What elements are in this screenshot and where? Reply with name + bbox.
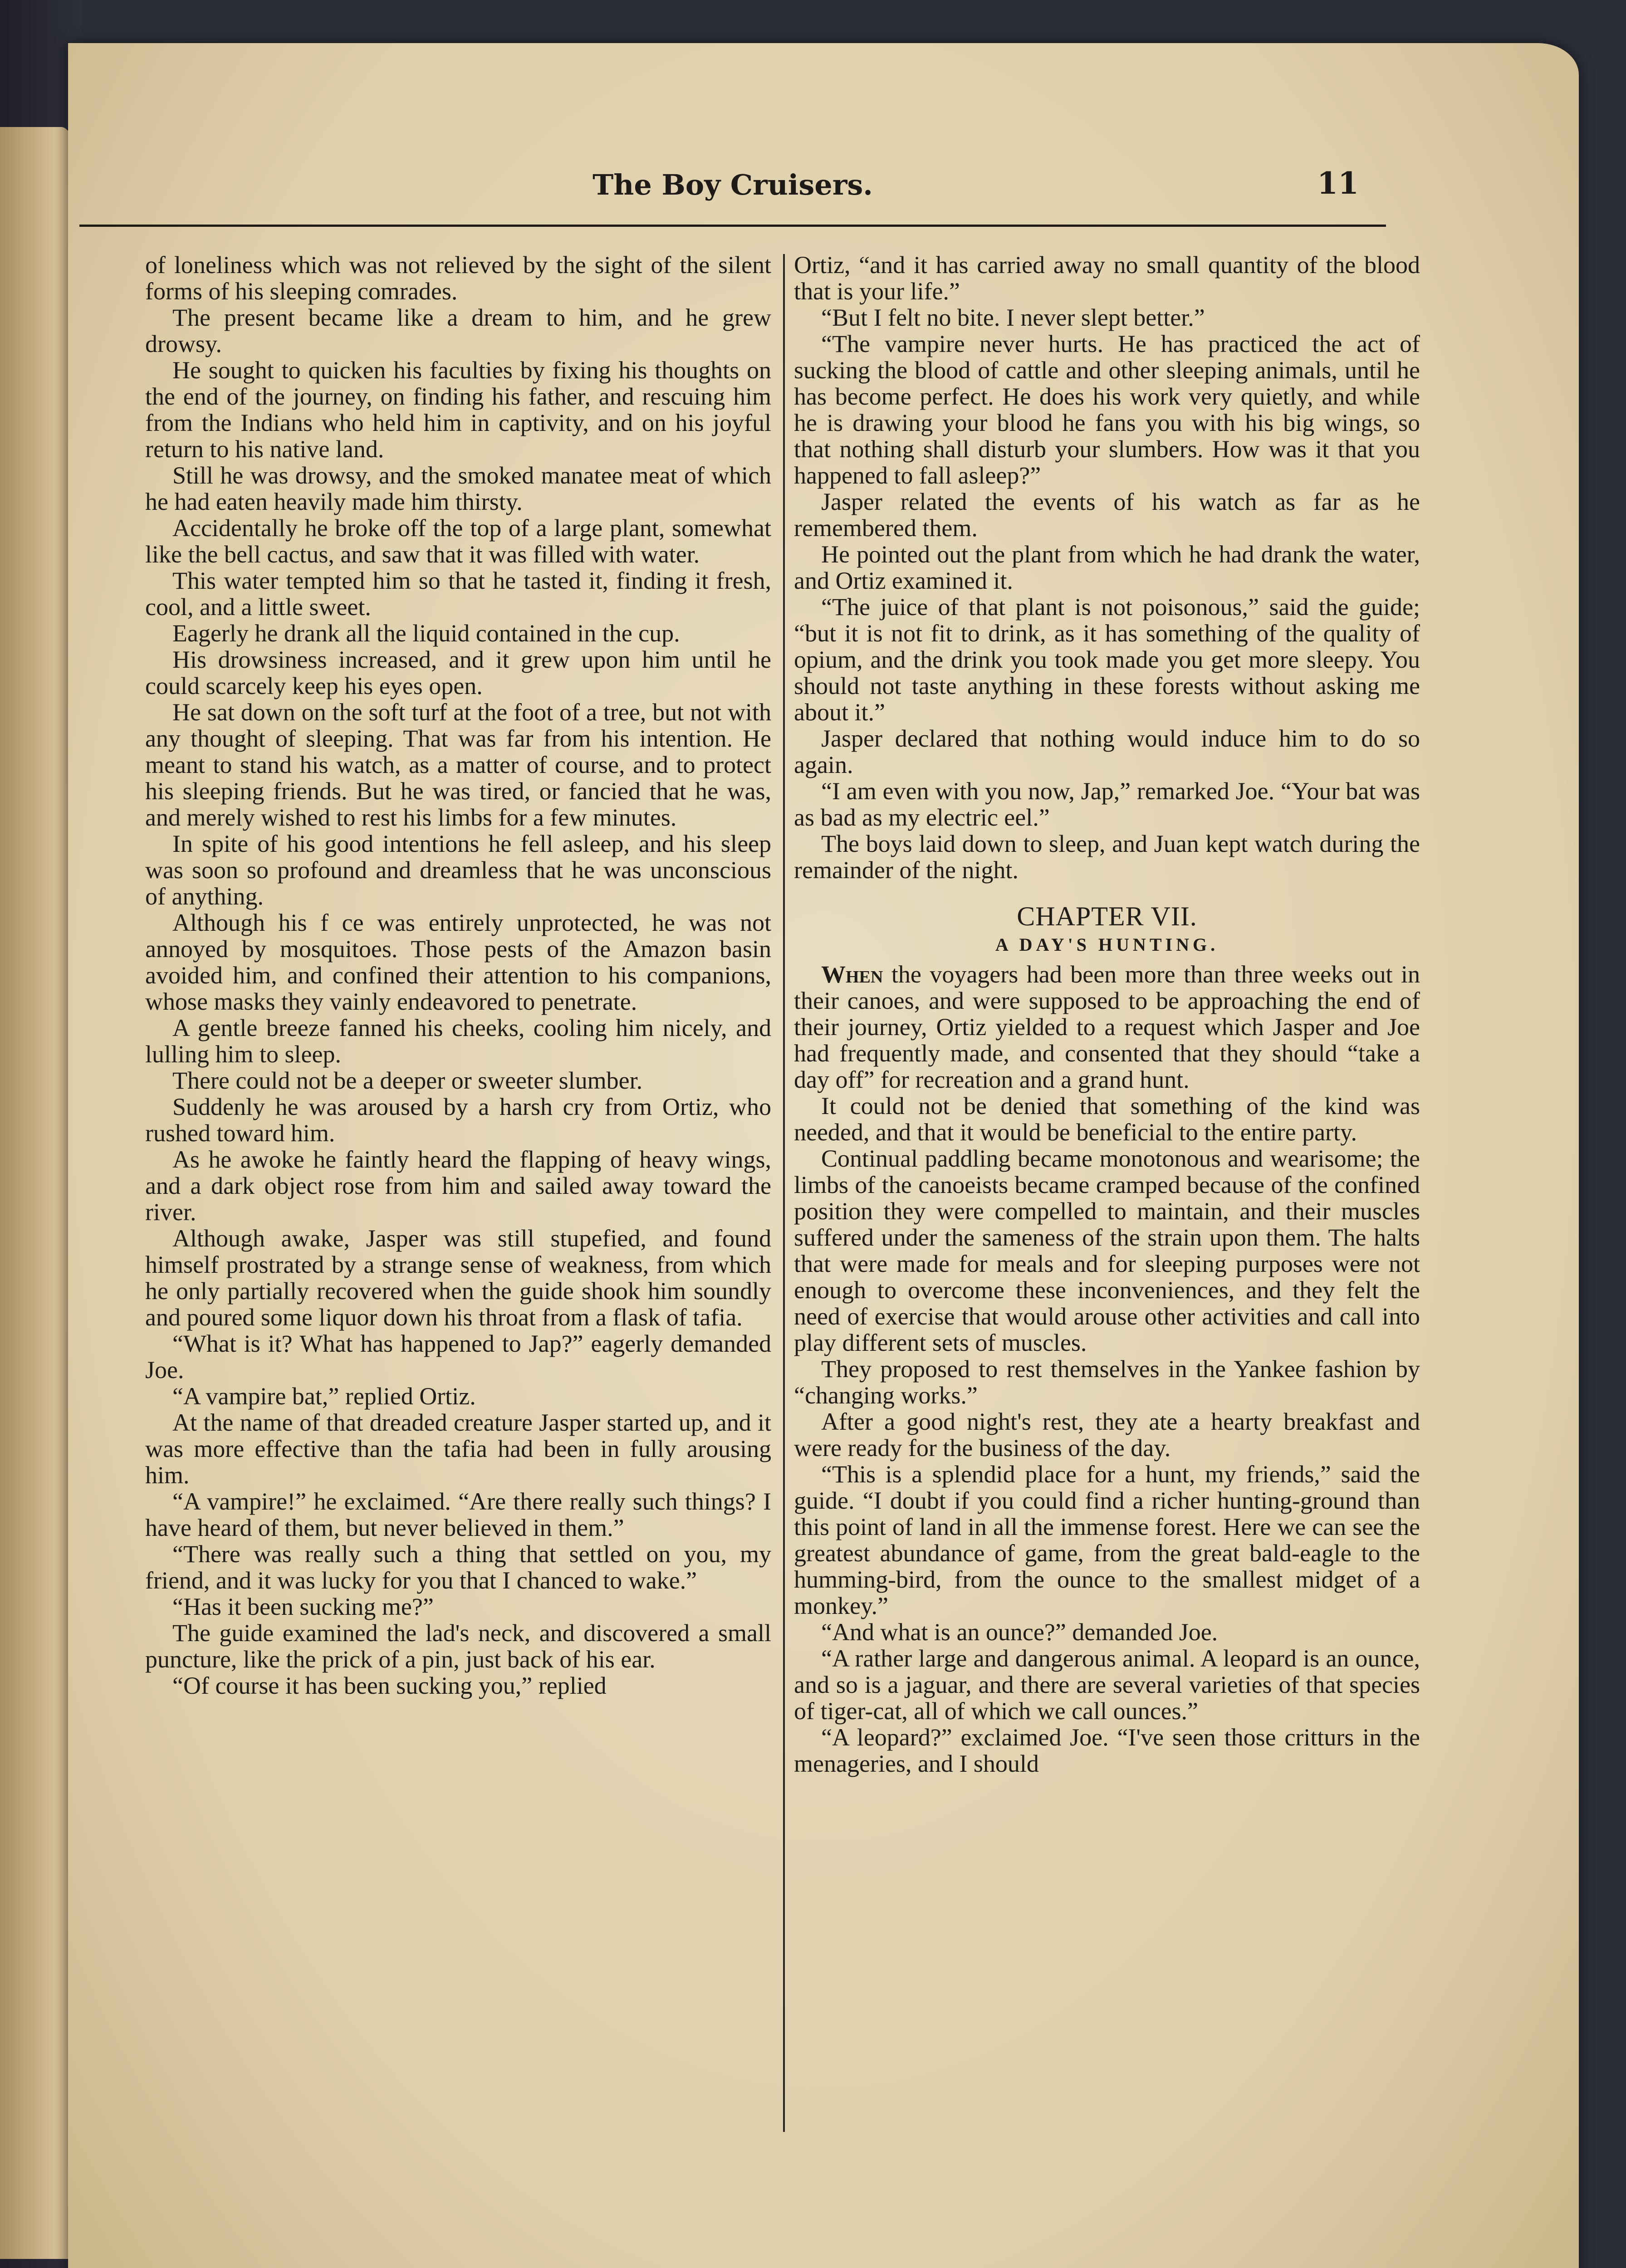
paragraph: “A vampire bat,” replied Ortiz. (172, 1383, 476, 1410)
page-header (79, 156, 1386, 227)
chapter-first-text: the voyagers had been more than three weeks out in their canoes, and were supposed to be approaching the end of their journey, Ortiz yielded to a request which Jasper and Joe had frequently made, and consented that they should “take a day off” for recreation and a grand hunt. (794, 961, 1420, 1093)
page-number: 11 (1317, 166, 1359, 201)
paragraph: “The juice of that plant is not poisonous,” said the guide; “but it is not fit to drink, as it has something of the quality of opium, and the drink you took made you get more sleepy. You should not taste anything in these forests without asking me about it.” (794, 593, 1420, 726)
paragraph: He sat down on the soft turf at the foot of a tree, but not with any thought of sleeping. That was far from his intention. He meant to stand his watch, as a matter of course, and to protect his sleeping friends. But he was tired, or fancied that he was, and merely wished to rest his limbs for a few minutes. (145, 699, 771, 831)
paragraph: Ortiz, “and it has carried away no small quantity of the blood that is your life.” (794, 252, 1420, 305)
paragraph: The boys laid down to sleep, and Juan kept watch during the remainder of the night. (794, 830, 1420, 884)
paragraph: His drowsiness increased, and it grew upon him until he could scarcely keep his eyes open. (145, 646, 771, 699)
chapter-subtitle: A DAY'S HUNTING. (995, 934, 1219, 955)
paragraph: “The vampire never hurts. He has practiced the act of sucking the blood of cattle and other sleeping animals, until he has become perfect. He does his work very quietly, and while he is drawing your blood he fans you with his big wings, so that nothing shall disturb your slumbers. How was it that you happened to fall asleep?” (794, 330, 1420, 489)
column-rule (783, 254, 785, 2132)
paragraph: “And what is an ounce?” demanded Joe. (821, 1618, 1218, 1646)
paragraph: Continual paddling became monotonous and wearisome; the limbs of the canoeists became cramped because of the confined position they were compelled to maintain, and their muscles suffered under the sameness of the strain upon them. The halts that were made for meals and for sleeping purposes were not enough to overcome these inconveniences, and they felt the need of exercise that would arouse other activities and call into play different sets of muscles. (794, 1145, 1420, 1356)
left-column (145, 252, 771, 2157)
paragraph: Although awake, Jasper was still stupefied, and found himself prostrated by a strange sense of weakness, from which he only partially recovered when the guide shook him soundly and poured some liquor down his throat from a flask of tafia. (145, 1225, 771, 1331)
facing-page-edge (0, 127, 79, 2259)
paragraph: “What is it? What has happened to Jap?” eagerly demanded Joe. (145, 1330, 771, 1383)
paragraph: “Has it been sucking me?” (172, 1593, 434, 1620)
paragraph: Accidentally he broke off the top of a large plant, somewhat like the bell cactus, and saw that it was filled with water. (145, 514, 771, 568)
paragraph: Suddenly he was aroused by a harsh cry from Ortiz, who rushed toward him. (145, 1093, 771, 1147)
paragraph: He pointed out the plant from which he had drank the water, and Ortiz examined it. (794, 541, 1420, 594)
paragraph: “I am even with you now, Jap,” remarked Joe. “Your bat was as bad as my electric eel.” (794, 777, 1420, 831)
right-column (794, 252, 1420, 2157)
paragraph: “A leopard?” exclaimed Joe. “I've seen those critturs in the menageries, and I should (794, 1724, 1420, 1777)
paragraph: They proposed to rest themselves in the Yankee fashion by “changing works.” (794, 1355, 1420, 1409)
paragraph: A gentle breeze fanned his cheeks, cooling him nicely, and lulling him to sleep. (145, 1014, 771, 1068)
paragraph: of loneliness which was not relieved by the sight of the silent forms of his sleeping comrades. (145, 252, 771, 305)
paragraph: There could not be a deeper or sweeter slumber. (172, 1067, 643, 1094)
paragraph: “A rather large and dangerous animal. A leopard is an ounce, and so is a jaguar, and there are several varieties of that species of tiger-cat, all of which we call ounces.” (794, 1645, 1420, 1725)
paragraph: “A vampire!” he exclaimed. “Are there really such things? I have heard of them, but never believed in them.” (145, 1488, 771, 1541)
paragraph: In spite of his good intentions he fell asleep, and his sleep was soon so profound and dreamless that he was unconscious of anything. (145, 830, 771, 910)
paragraph: He sought to quicken his faculties by fixing his thoughts on the end of the journey, on finding his father, and rescuing him from the Indians who held him in captivity, and on his joyful return to his native land. (145, 357, 771, 463)
paragraph: Eagerly he drank all the liquid contained in the cup. (172, 620, 680, 647)
paragraph: This water tempted him so that he tasted it, finding it fresh, cool, and a little sweet. (145, 567, 771, 621)
paragraph: As he awoke he faintly heard the flapping of heavy wings, and a dark object rose from him and sailed away toward the river. (145, 1146, 771, 1226)
paragraph: Still he was drowsy, and the smoked manatee meat of which he had eaten heavily made him thirsty. (145, 462, 771, 515)
chapter-opening-paragraph (794, 961, 1420, 1093)
paragraph: Jasper declared that nothing would induce him to do so again. (794, 725, 1420, 778)
paragraph: At the name of that dreaded creature Jasper started up, and it was more effective than the tafia had been in fully arousing him. (145, 1409, 771, 1489)
paragraph: It could not be denied that something of the kind was needed, and that it would be beneficial to the entire party. (794, 1092, 1420, 1146)
paragraph: After a good night's rest, they ate a hearty breakfast and were ready for the business of the day. (794, 1408, 1420, 1461)
chapter-first-word: When (821, 961, 883, 988)
paragraph: The present became like a dream to him, and he grew drowsy. (145, 304, 771, 357)
running-title: The Boy Cruisers. (593, 168, 873, 201)
paragraph: “This is a splendid place for a hunt, my friends,” said the guide. “I doubt if you could find a richer hunting-ground than this point of land in all the immense forest. Here we can see the greatest abundance of game, from the great bald-eagle to the humming-bird, from the ounce to the smallest midget of a monkey.” (794, 1461, 1420, 1619)
paragraph: Although his f ce was entirely unprotected, he was not annoyed by mosquitoes. Those pests of the Amazon basin avoided him, and confined their attention to his companions, whose masks they vainly endeavored to penetrate. (145, 909, 771, 1015)
paragraph: “There was really such a thing that settled on you, my friend, and it was lucky for you that I chanced to wake.” (145, 1540, 771, 1594)
paragraph: The guide examined the lad's neck, and discovered a small puncture, like the prick of a pin, just back of his ear. (145, 1619, 771, 1673)
chapter-title: CHAPTER VII. (1017, 901, 1197, 931)
paragraph: “But I felt no bite. I never slept better.” (821, 304, 1205, 331)
paragraph: Jasper related the events of his watch as far as he remembered them. (794, 488, 1420, 542)
paragraph: “Of course it has been sucking you,” replied (172, 1672, 607, 1699)
